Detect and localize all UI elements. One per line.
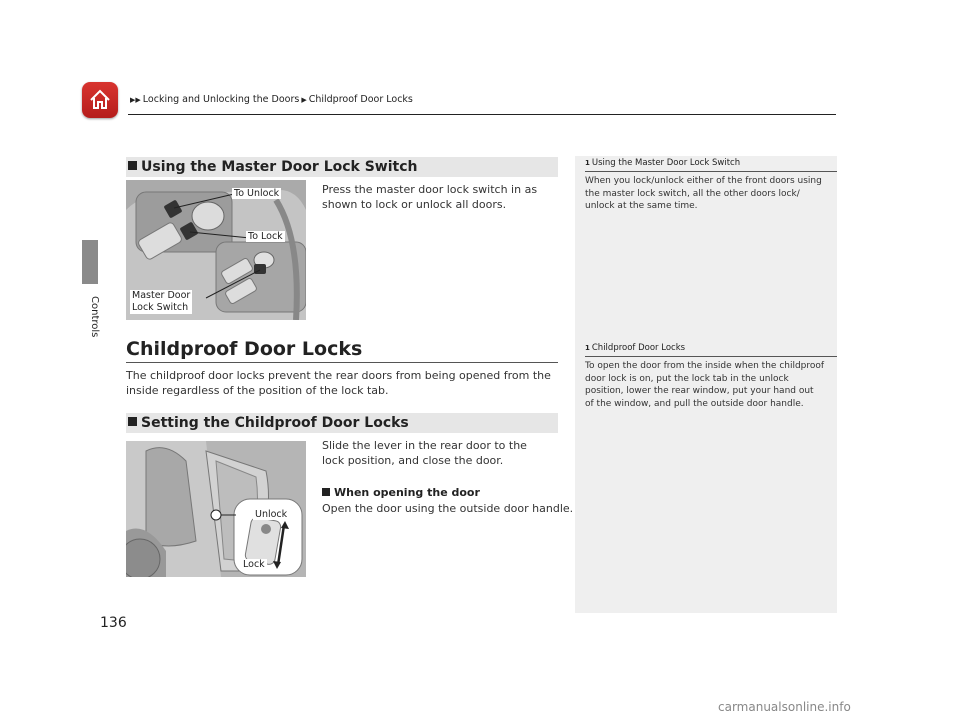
callout-to-lock: To Lock <box>248 231 283 242</box>
note-text-master-switch: When you lock/unlock either of the front doors using the master lock switch, all the other doors lock/ unlock at the same time. <box>585 176 822 211</box>
square-bullet-icon <box>128 417 137 426</box>
page-heading: Childproof Door Locks <box>126 338 363 360</box>
breadcrumb-item[interactable]: Locking and Unlocking the Doors <box>142 94 300 105</box>
triangle-right-icon: ▶▶ <box>130 96 141 104</box>
section-tab-label: Controls <box>89 296 100 338</box>
note-text-childproof: To open the door from the inside when the childproof door lock is on, put the lock tab in the unlock position, lower the rear window, put your hand out of the window, and pull the outside door handle. <box>585 361 825 409</box>
section-heading-childproof: Setting the Childproof Door Locks <box>126 413 558 433</box>
note-title-childproof: 1 Childproof Door Locks <box>585 343 686 353</box>
note-rule <box>585 356 837 357</box>
childproof-instructions: Slide the lever in the rear door to the lock position, and close the door. <box>322 439 527 467</box>
note-title-master-switch: 1 Using the Master Door Lock Switch <box>585 158 741 168</box>
page-number: 136 <box>100 615 127 631</box>
triangle-right-icon: ▶ <box>301 96 307 104</box>
section-heading-master-switch: Using the Master Door Lock Switch <box>126 157 558 177</box>
breadcrumb-item[interactable]: Childproof Door Locks <box>308 94 413 105</box>
childproof-lock-figure <box>126 441 306 577</box>
callout-lock: Lock <box>243 559 265 570</box>
master-switch-instructions: Press the master door lock switch in as shown to lock or unlock all doors. <box>322 183 538 211</box>
heading-rule <box>126 362 558 363</box>
square-bullet-icon <box>128 161 137 170</box>
callout-to-unlock: To Unlock <box>234 188 280 199</box>
childproof-intro: The childproof door locks prevent the rear doors from being opened from the inside regardless of the position of the lock tab. <box>126 369 551 397</box>
callout-unlock: Unlock <box>255 509 288 520</box>
notes-sidebar <box>575 156 837 613</box>
section-tab <box>82 240 98 284</box>
watermark: carmanualsonline.info <box>718 700 851 714</box>
master-switch-figure <box>126 180 306 320</box>
home-icon <box>88 88 112 112</box>
subheading-opening-door: When opening the door <box>322 486 480 499</box>
note-marker-icon: 1 <box>585 159 590 167</box>
callout-master-switch: Master Door Lock Switch <box>132 290 191 313</box>
home-button[interactable] <box>82 82 118 118</box>
note-rule <box>585 171 837 172</box>
header-rule <box>128 114 836 115</box>
breadcrumb <box>128 94 413 105</box>
opening-door-instructions: Open the door using the outside door handle. <box>322 502 574 515</box>
note-marker-icon: 1 <box>585 344 590 352</box>
square-bullet-icon <box>322 488 330 496</box>
